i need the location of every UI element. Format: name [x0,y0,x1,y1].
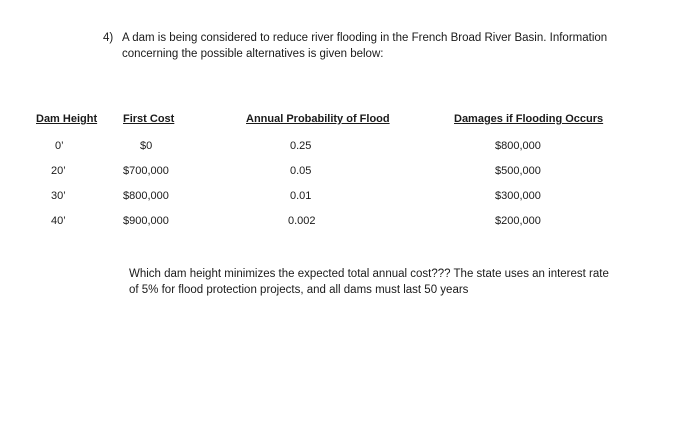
cell-height: 30’ [51,190,66,202]
cell-cost: $700,000 [123,165,169,177]
problem-number: 4) [103,32,114,44]
question-text [129,266,649,298]
header-annual-probability: Annual Probability of Flood [246,113,390,125]
cell-height: 20’ [51,165,66,177]
cell-height: 40’ [51,215,66,227]
header-damages: Damages if Flooding Occurs [454,113,604,125]
cell-cost: $800,000 [123,190,169,202]
question-line-1: Which dam height minimizes the expected total annual cost??? The state uses an interest rate [129,268,609,280]
header-dam-height: Dam Height [36,113,98,125]
cell-cost: $0 [140,140,153,152]
problem-text [122,30,663,62]
problem-line-1: A dam is being considered to reduce river flooding in the French Broad River Basin. Information [122,32,608,44]
problem-line-2: concerning the possible alternatives is given below: [122,48,384,60]
cell-height: 0’ [55,140,64,152]
cell-damages: $500,000 [495,165,541,177]
cell-damages: $200,000 [495,215,541,227]
cell-probability: 0.25 [290,140,312,152]
cell-probability: 0.05 [290,165,312,177]
question-line-2: of 5% for flood protection projects, and all dams must last 50 years [129,284,469,296]
cell-cost: $900,000 [123,215,169,227]
header-first-cost: First Cost [123,113,175,125]
cell-damages: $800,000 [495,140,541,152]
cell-probability: 0.01 [290,190,312,202]
problem-statement [103,30,663,62]
cell-damages: $300,000 [495,190,541,202]
cell-probability: 0.002 [288,215,316,227]
